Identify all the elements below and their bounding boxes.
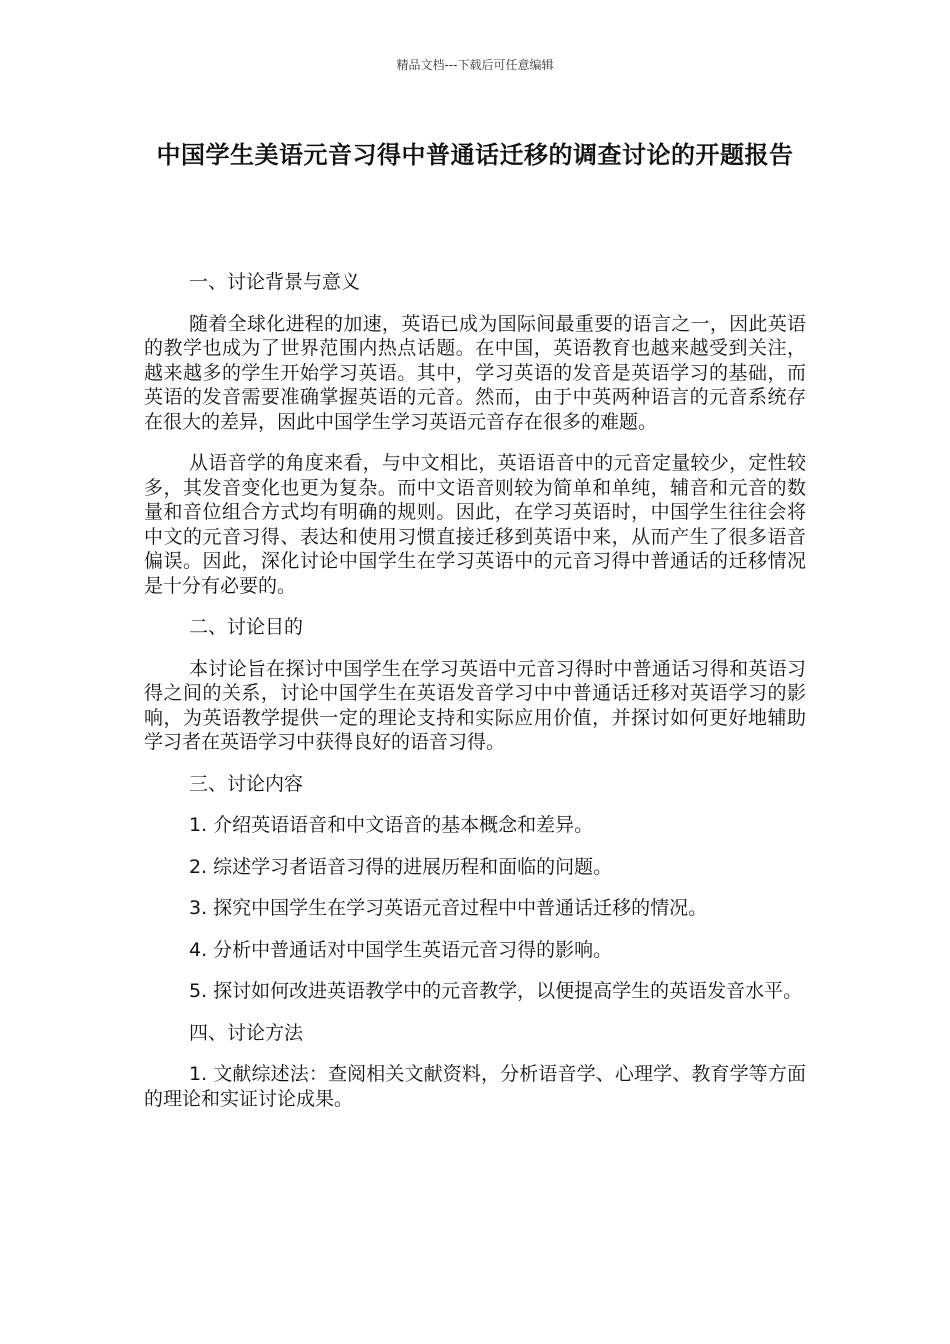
header-note: 精品文档---下载后可任意编辑: [396, 58, 554, 72]
paragraph-background-1: 随着全球化进程的加速，英语已成为国际间最重要的语言之一，因此英语的教学也成为了世界范围内热点话题。在中国，英语教育也越来越受到关注，越来越多的学生开始学习英语。其中，学习英语的发音是英语学习的基础，而英语的发音需要准确掌握英语的元音。然而，由于中英两种语言的元音系统存在很大的差异，因此中国学生学习英语元音存在很多的难题。: [144, 312, 806, 433]
section-heading-background: 一、讨论背景与意义: [189, 271, 361, 293]
section-heading-purpose: 二、讨论目的: [189, 616, 304, 638]
paragraph-background-2: 从语音学的角度来看，与中文相比，英语语音中的元音定量较少，定性较多，其发音变化也更为复杂。而中文语音则较为简单和单纯，辅音和元音的数量和音位组合方式均有明确的规则。因此，在学习英语时，中国学生往往会将中文的元音习得、表达和使用习惯直接迁移到英语中来，从而产生了很多语音偏误。因此，深化讨论中国学生在学习英语中的元音习得中普通话的迁移情况是十分有必要的。: [144, 452, 806, 597]
document-body: [144, 270, 806, 1128]
content-item-5: 5. 探讨如何改进英语教学中的元音教学，以便提高学生的英语发音水平。: [189, 980, 803, 1002]
section-heading-method: 四、讨论方法: [189, 1021, 304, 1044]
content-item-3: 3. 探究中国学生在学习英语元音过程中中普通话迁移的情况。: [189, 897, 708, 919]
document-title: 中国学生美语元音习得中普通话迁移的调查讨论的开题报告: [156, 141, 794, 169]
method-item-1: 1. 文献综述法：查阅相关文献资料，分析语音学、心理学、教育学等方面的理论和实证讨论成果。: [144, 1063, 806, 1110]
content-item-1: 1. 介绍英语语音和中文语音的基本概念和差异。: [189, 814, 594, 836]
content-item-4: 4. 分析中普通话对中国学生英语元音习得的影响。: [189, 938, 613, 961]
section-heading-content: 三、讨论内容: [189, 772, 304, 795]
content-item-2: 2. 综述学习者语音习得的进展历程和面临的问题。: [189, 855, 613, 878]
paragraph-purpose: 本讨论旨在探讨中国学生在学习英语中元音习得时中普通话习得和英语习得之间的关系，讨论中国学生在英语发音学习中中普通话迁移对英语学习的影响，为英语教学提供一定的理论支持和实际应用价值，并探讨如何更好地辅助学习者在英语学习中获得良好的语音习得。: [144, 657, 806, 753]
